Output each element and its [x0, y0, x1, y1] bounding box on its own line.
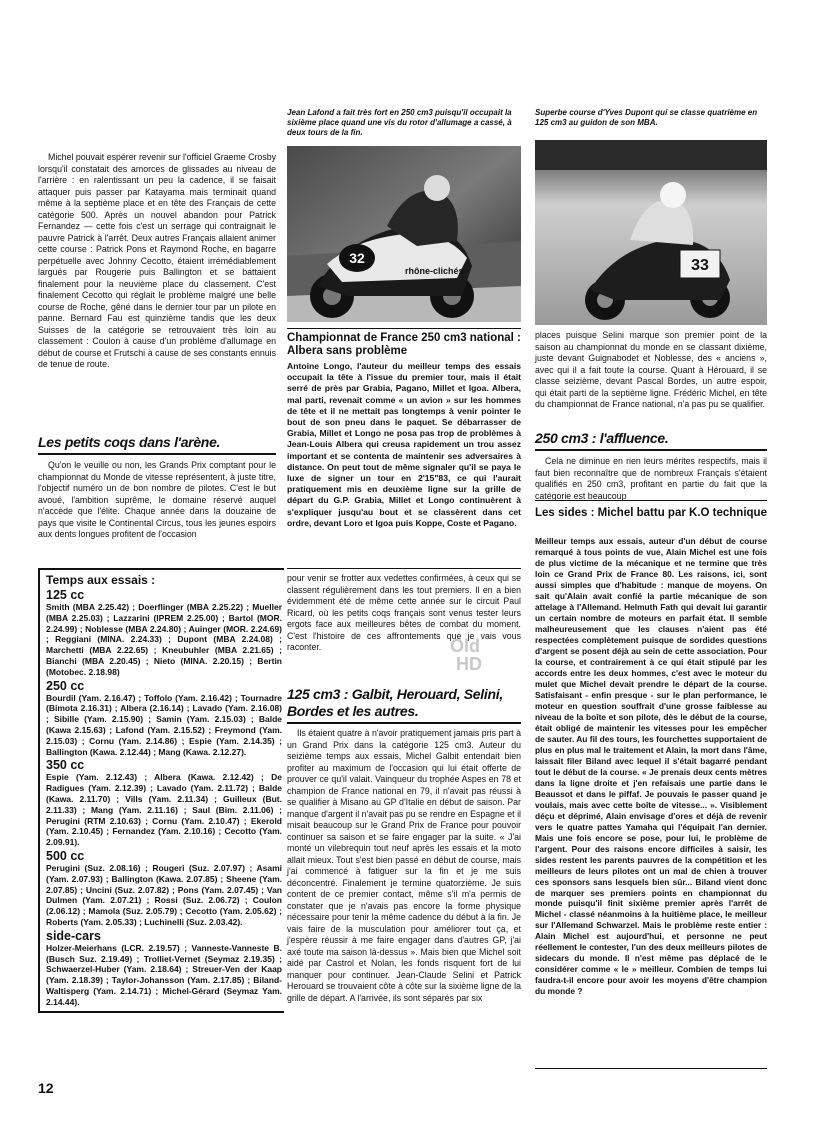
class-500-results: Perugini (Suz. 2.08.16) ; Rougeri (Suz. 2.07.97) ; Asami (Yam. 2.07.93) ; Ballington (Kawa. 2.07.85) ; Sheene (Yam. 2.07.85) ; Uncini (Suz. 2.07.82) ; Pons (Yam. 2.07.45) ; Van Dulmen (Yam. 2.07.21) ; Rossi (Suz. 2.06.72) ; Coulon (2.06.12) ; Mamola (Suz. 2.05.79) ; Cecotto (Yam. 2.05.62) ; Roberts (Yam. 2.05.33) ; Luchinelli (Suz. 2.03.42). — [46, 862, 282, 927]
photo-dupont — [535, 140, 767, 325]
class-sidecars-label: side-cars — [46, 928, 101, 943]
col1-intro-text — [38, 152, 276, 373]
practice-times-title: Temps aux essais : — [46, 573, 156, 587]
practice-times-box — [38, 568, 284, 1013]
photo2-caption: Superbe course d'Yves Dupont qui se classe quatrième en 125 cm3 au guidon de son MBA. — [535, 108, 758, 127]
class-250-results: Bourdil (Yam. 2.16.47) ; Toffolo (Yam. 2.16.42) ; Tournadre (Bimota 2.16.31) ; Albera (2.16.14) ; Lavado (Yam. 2.16.08) ; Sibille (Yam. 2.15.90) ; Samin (Yam. 2.15.03) ; Balde (Kawa 2.15.63) ; Lafond (Yam. 2.15.52) ; Freymond (Yam. 2.15.03) ; Cornu (Yam. 2.14.86) ; Espie (Yam. 2.14.35) ; Ballington (Kawa. 2.12.44) ; Mang (Kawa. 2.12.27). — [46, 692, 282, 757]
col2-bold-paragraph: Antoine Longo, l'auteur du meilleur temps des essais occupait la tête à l'issue du premier tour, mais il était serré de près par Grabia, Pagano, Millet et Igoa. Albera, mal parti, revenait comme « un avion » sur les hommes de tête et il ne mettait pas longtemps à venir pointer le bout de son pneu dans le paquet. Se débarrasser de Grabia, Millet et Longo ne posa pas trop de problèmes à Jean-Louis Albera qui creusa rapidement un trou assez important et se contenta de maintenir ses adversaires à distance. On peut tout de même signaler qu'il se paya le luxe de signer un tour en 2'15"83, ce qui l'aurait pratiquement mis en deuxième ligne sur la grille de départ du G.P. Grabia, Millet et Longo continuèrent à s'expliquer jusqu'au bout et se classèrent dans cet ordre, devant Loro et Igoa puis Koppe, Coste et Pagano. — [287, 361, 521, 528]
col1-paragraph: Michel pouvait espérer revenir sur l'officiel Graeme Crosby lorsqu'il constatait des amorces de glissades au niveau de l'arrière : en ralentissant un peu la cadence, il se faisait attaquer puis passer par Katayama mais terminait quand même à la septième place et en tête des Français de cette catégorie 500. Après un nouvel abandon pour Patrick Fernandez — cette fois c'est un serrage qui contraignait le pauvre Patrick à l'arrêt. Deux autres Français allaient animer cette course : Patrick Pons et Raymond Roche, en bagarre perpétuelle avec Johnny Cecotto, étaient irrémédiablement largués par Rougerie puis Ballington et se battaient finalement pour la neuvième place du classement. C'est finalement Cecotto qui réglait le problème malgré une belle course de Roche, gêné dans le dernier tour par un pilote en panne. Bernard Fau est quinzième tandis que les deux Suisses de la catégorie se retrouvaient très loin au classement : Coulon à cause d'un problème d'allumage en début de course et Frutschi à cause de ses constants ennuis de tenue de route. — [38, 152, 276, 369]
class-sidecars-results: Holzer-Meierhans (LCR. 2.19.57) ; Vanneste-Vanneste B. (Busch Suz. 2.19.49) ; Trolliet-Vernet (Seymaz 2.19.35) ; Schwaerzel-Huber (Yam. 2.18.64) ; Streuer-Ven der Kaap (Yam. 2.18.39) ; Taylor-Johansson (Yam. 2.17.85) ; Biland-Waltisperg (Yam. 2.14.71) ; Michel-Gérard (Seymaz Yam. 2.14.44). — [46, 942, 282, 1007]
class-500-label: 500 cc — [46, 848, 85, 863]
col2-subhead: Championnat de France 250 cm3 national : Albera sans problème — [287, 332, 521, 357]
col3-text-a — [535, 330, 767, 413]
page-number: 12 — [38, 1080, 54, 1096]
col3-text-b — [535, 456, 767, 504]
col3-paragraph-a: places puisque Selini marque son premier point de la saison au championnat du monde en se classant dixième, juste devant Guignabodet et Noblesse, des « anciens », avec qui il a fait toute la course. Quant à Hérouard, il se classe seizième, devant Pascal Bordes, un autre espoir, qui était parti de la septième ligne. Frédéric Michel, en tête du championnat de France national, n'a pas pu se qualifier. — [535, 330, 767, 409]
col1-title-rule — [38, 453, 276, 455]
col2-title-rule — [287, 722, 521, 724]
watermark-line1: Old — [450, 636, 480, 656]
watermark-line2: HD — [456, 654, 482, 674]
col1-paragraph-2: Qu'on le veuille ou non, les Grands Prix comptant pour le championnat du Monde de vitesse représentent, à juste titre, l'objectif numéro un de bon nombre de pilotes. C'est le but avoué, l'ambition suprême, le domaine réservé auquel n'accède que l'élite. Chaque année dans la douzaine de pays que visite le Continental Circus, tous les jeunes espoirs aux dents longues profitent de l'occasion — [38, 460, 276, 539]
col3-subhead: Les sides : Michel battu par K.O technique — [535, 507, 767, 519]
col3-paragraph-b: Cela ne diminue en rien leurs mérites respectifs, mais il faut bien reconnaître que de nombreux Français s'étaient qualifiés en 250 cm3, profitant en partie du fait que la catégorie est beaucoup — [535, 456, 767, 501]
photo-lafond — [287, 146, 521, 322]
col2-text-b — [287, 728, 521, 1006]
col2-paragraph-a: pour venir se frotter aux vedettes confirmées, à ceux qui se classent régulièrement dans les tout premiers. Il en a bien évidemment été de même cette année sur le circuit Paul Ricard, où les petits coqs français sont venus tester leurs ergots face aux meilleures bêtes de combat du moment. C'est l'histoire de ces affrontements que je vais vous raconter. — [287, 573, 521, 652]
col3-section-title: 250 cm3 : l'affluence. — [535, 430, 669, 446]
col1-section-title: Les petits coqs dans l'arène. — [38, 434, 221, 450]
photo1-fairing-number: 32 — [349, 250, 365, 266]
col2-bold-text — [287, 361, 521, 531]
col3-bold-paragraph: Meilleur temps aux essais, auteur d'un début de course remarqué à tous points de vue, Alain Michel est une fois de plus victime de la mécanique et ne termine que très loin ce Grand Prix de France 80. Les raisons, ici, sont aussi simples que d'habitude : manque de moyens. On sait qu'Alain avait confié la partie mécanique de son attelage à l'Allemand. Helmuth Fath qui devait lui garantir un certain nombre de moteurs en parfait état. Il semble malheureusement que les clauses n'aient pas été respectées complètement puisque de sordides questions d'argent se posent déjà au sein de cette association. Pour la course, et contrairement à ce qui était stipulé par les accords entre les deux hommes, c'est avec le moteur du mulet que Michel devait prendre le départ de la course. Satisfaisant - enfin presque - sur le plan performance, le moteur en question souffrait d'une grosse faiblesse au niveau de la boîte et son pilote, dès le début de la course, était obligé de maintenir les vitesses pour les empêcher de sauter. Au fil des tours, les fourchettes supportaient de plus en plus mal le traitement et Alain, la mort dans l'âme, laissait filer Biland avec lequel il s'était bagarré pendant tout le début de la course. « Je prenais deux cents mètres dans la ligne droite et j'en refaisais une partie dans le Beaussot et dans le piffaf. Je pouvais le passer quand je voulais, mais avec cette boîte de vitesse... ». Visiblement déçu et déprimé, Alain envisage d'ores et déjà de revenir vers le quatre pattes Yamaha qui l'équipait l'an dernier. Mais une fois encore se pose, pour lui, le problème de l'argent. Pour des raisons encore difficiles à saisir, les sides restent les parents pauvres de la compétition et les meilleurs de leurs pilotes ont un mal de chien à trouver ces sponsors sans lesquels bien sûr... Biland vient donc de marquer ses premiers points en championnat du monde puisqu'il finit sixième premier après l'arrêt de Michel - classé néanmoins à la huitième place, le meilleur sur l'Allemand Schwarzel. Mais le problème reste entier : Alain Michel est aujourd'hui, et personne ne peut réellement le contester, l'un des deux meilleurs pilotes de sidecars du monde. Il n'est même pas déplacé de le considérer comme « le » meilleur. Combien de temps lui faudra-t-il encore pour avoir les moyens d'être champion du monde ? — [535, 536, 767, 997]
col3-bold-text — [535, 536, 767, 999]
col2-subhead-rule — [287, 328, 521, 329]
col3-subhead-rule — [535, 500, 767, 501]
class-125-label: 125 cc — [46, 588, 85, 602]
photo2-fairing-number: 33 — [691, 257, 709, 274]
class-350-label: 350 cc — [46, 758, 85, 773]
col2-text-a — [287, 573, 521, 656]
col2-section-title: 125 cm3 : Galbit, Herouard, Selini, Bordes et les autres. — [287, 686, 503, 719]
col2-mid-rule — [287, 568, 521, 569]
photo1-sponsor-text: rhône-clichés — [405, 266, 464, 276]
col2-paragraph-b: Ils étaient quatre à n'avoir pratiquement jamais pris part à un Grand Prix dans la catégorie 125 cm3. Auteur du seizième temps aux essais, Michel Galbit entendait bien profiter au maximum de l'occasion qui lui était offerte de prouver ce qu'il valait. Vainqueur du trophée Aspes en 78 et champion de France national en 79, il n'avait pas réussi à se qualifier à Misano au GP d'Italie en début de saison. Par manque d'argent il n'avait pas pu se rendre en Espagne et il misait beaucoup sur le Grand Prix de France pour pouvoir continuer sa saison et se faire engager par la suite. « J'ai monté un vilebrequin tout neuf après les essais et la moto allait mieux. Tout s'est bien passé en début de course, mais j'ai commencé à fatiguer sur la fin et je me suis déconcentré. Finalement je termine quatorzième. Je suis content de ce premier contact, même s'il m'a permis de constater que je n'avais pas encore la forme physique nécessaire pour tenir la même cadence du début à la fin. Je vais faire de la musculation pour améliorer tout ça, et j'espère réussir à me faire engager dans d'autres GP, j'ai axé toute ma saison là-dessus ». Mais bien que Michel soit aidé par Castrol et Nolan, les fonds risquent fort de lui manquer pour continuer. Jean-Claude Selini et Patrick Herouard se trouvaient côte à côte sur la sixième ligne de la grille de départ. A l'arrivée, ils sont séparés par six — [287, 728, 521, 1003]
col1-text2 — [38, 460, 276, 543]
class-125-results: Smith (MBA 2.25.42) ; Doerflinger (MBA 2.25.22) ; Mueller (MBA 2.25.03) ; Lazzarini (IPREM 2.25.00) ; Bartol (MOR. 2.24.99) ; Noblesse (MBA 2.24.80) ; Auinger (MOR. 2.24.69) ; Reggiani (MINA. 2.24.33) ; Dupont (MBA 2.24.08) ; Marchetti (MBA 2.22.65) ; Kneubuhler (MBA 2.21.65) ; Bianchi (MBA 2.20.45) ; Nieto (MINA. 2.20.15) ; Bertin (Motobec. 2.18.98) — [46, 602, 282, 677]
class-250-label: 250 cc — [46, 678, 85, 693]
photo1-caption: Jean Lafond a fait très fort en 250 cm3 puisqu'il occupait la sixième place quand une vis du rotor d'allumage a cassé, à deux tours de la fin. — [287, 108, 512, 137]
col3-end-rule — [535, 1068, 767, 1069]
class-350-results: Espie (Yam. 2.12.43) ; Albera (Kawa. 2.12.42) ; De Radigues (Yam. 2.12.39) ; Lavado (Yam. 2.11.72) ; Balde (Kawa. 2.11.70) ; Vills (Yam. 2.11.34) ; Guilleux (But. 2.11.33) ; Mang (Yam. 2.11.16) ; Saul (Bim. 2.11.06) ; Perugini (RTM 2.10.63) ; Cornu (Yam. 2.10.47) ; Ekerold (Yam. 2.10.45) ; Fernandez (Yam. 2.10.16) ; Cecotto (Yam. 2.09.91). — [46, 772, 282, 848]
col3-title-rule — [535, 449, 767, 451]
